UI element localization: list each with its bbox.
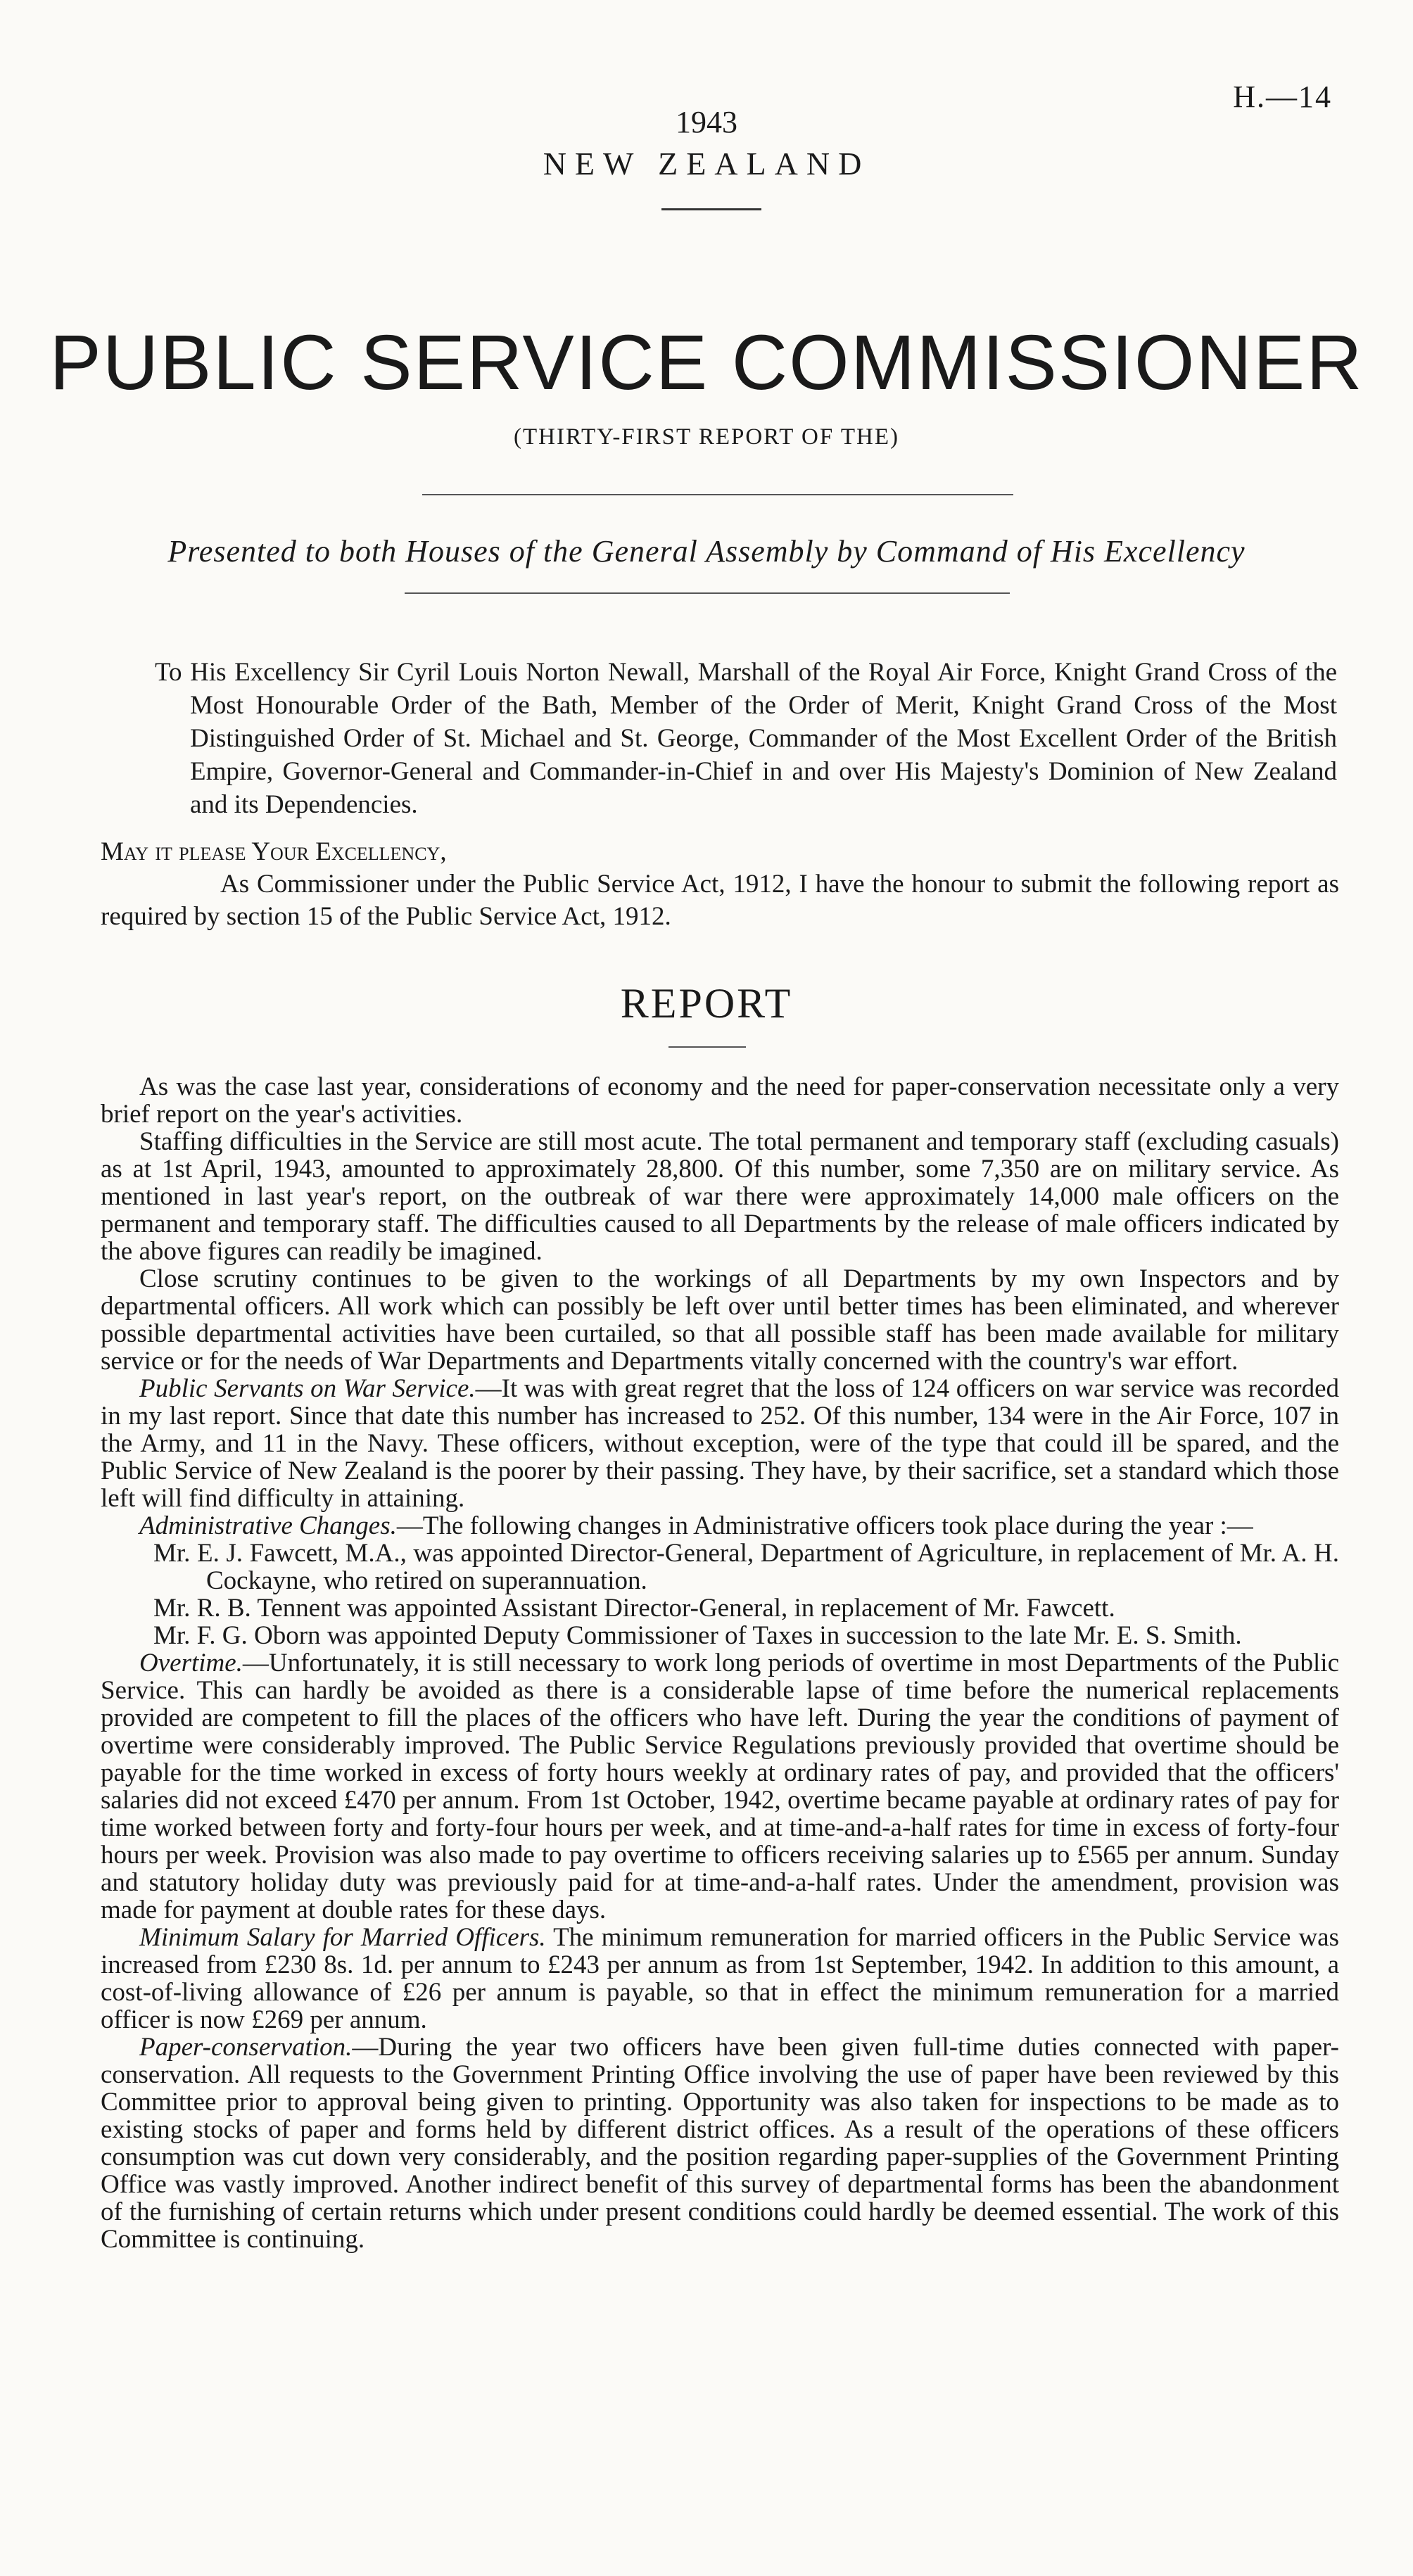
war-service-text: —It was with great regret that the loss of 124 officers on war service was recorded in my last report. Since that date this number has increased to 252. Of this number, 134 were in the Air Force, 107 in the Army, and 11 in the Navy. These officers, without exception, were of the type that could ill be spared, and the Public Service of New Zealand is the poorer by their passing. They have, by their sacrifice, set a standard which those left will find difficulty in attaining. (101, 1374, 1339, 1513)
intro-paragraph: As Commissioner under the Public Service Act, 1912, I have the honour to submit the following report as required by section 15 of the Public Service Act, 1912. (101, 870, 1339, 931)
administrative-heading: Administrative Changes. (139, 1511, 397, 1540)
list-item: Mr. E. J. Fawcett, M.A., was appointed Director-General, Department of Agriculture, in replacement of Mr. A. H. Cockayne, who retired on superannuation. (153, 1539, 1339, 1595)
header-divider (661, 208, 761, 210)
paragraph-scrutiny: Close scrutiny continues to be given to the workings of all Departments by my own Inspectors and by departmental officers. All work which can possibly be left over until better times has been eliminated, and wherever possible departmental activities have been curtailed, so that all possible staff has been made available for military service or for the needs of War Departments and Departments vitally concerned with the country's war effort. (101, 1264, 1339, 1376)
paper-conservation-heading: Paper-conservation. (139, 2033, 353, 2062)
paragraph-staffing: Staffing difficulties in the Service are still most acute. The total permanent and temporary staff (excluding casuals) as at 1st April, 1943, amounted to approximately 28,800. Of this number, some 7,350 are on military service. As mentioned in last year's report, on the outbreak of war there were approximately 14,000 male officers on the permanent and temporary staff. The difficulties caused to all Departments by the release of male officers indicated by the above figures can readily be imagined. (101, 1127, 1339, 1266)
overtime-heading: Overtime. (139, 1649, 243, 1677)
document-subtitle: (THIRTY-FIRST REPORT OF THE) (513, 424, 899, 450)
paragraph-overtime (101, 1649, 1339, 1924)
administrative-text: —The following changes in Administrative officers took place during the year :— (396, 1511, 1253, 1540)
list-item: Mr. R. B. Tennent was appointed Assistant Director-General, in replacement of Mr. Fawcett. (153, 1594, 1115, 1623)
minimum-salary-text: The minimum remuneration for married officers in the Public Service was increased from £230 8s. 1d. per annum to £243 per annum as from 1st September, 1942. In addition to this amount, a cost-of-living allowance of £26 per annum is payable, so that in effect the minimum remuneration for a married officer is now £269 per annum. (101, 1923, 1340, 2034)
year: 1943 (676, 105, 737, 139)
report-body (101, 1073, 1339, 2253)
report-divider (669, 1046, 746, 1048)
address-block (155, 656, 1337, 821)
country-heading: NEW ZEALAND (543, 146, 870, 182)
list-item: Mr. F. G. Oborn was appointed Deputy Commissioner of Taxes in succession to the late Mr. E. S. Smith. (153, 1621, 1242, 1650)
paper-conservation-text: —During the year two officers have been given full-time duties connected with paper-conservation. All requests to the Government Printing Office involving the use of paper have been reviewed by this Committee prior to approval being given to printing. Opportunity was also taken for inspections to be made as to existing stocks of paper and forms held by different district offices. As a result of the operations of these officers consumption was cut down very considerably, and the position regarding paper-supplies of the Government Printing Office was vastly improved. Another indirect benefit of this survey of departmental forms has been the abandonment of the furnishing of certain returns which under present conditions could hardly be deemed essential. The work of this Committee is continuing. (101, 2033, 1339, 2254)
presented-line: Presented to both Houses of the General Assembly by Command of His Excellency (167, 534, 1246, 569)
paragraph-administrative (101, 1512, 1339, 1540)
page-reference: H.—14 (1233, 80, 1332, 114)
minimum-salary-heading: Minimum Salary for Married Officers. (139, 1923, 546, 1952)
overtime-text: —Unfortunately, it is still necessary to work long periods of overtime in most Departments of the Public Service. This can hardly be avoided as there is a considerable lapse of time before the numerical replacements provided are competent to fill the places of the officers who have left. During the year the conditions of payment of overtime were considerably improved. The Public Service Regulations previously provided that overtime should be payable for the time worked in excess of forty hours weekly at ordinary rates of pay, and provided that the officers' salaries did not exceed £470 per annum. From 1st October, 1942, overtime became payable at ordinary rates of pay for time worked between forty and forty-four hours per week, and at time-and-a-half rates for time in excess of forty-four hours per week. Provision was also made to pay overtime to officers receiving salaries up to £565 per annum. Sunday and statutory holiday duty was previously paid for at time-and-a-half rates. Under the amendment, provision was made for payment at double rates for these days. (101, 1649, 1339, 1924)
war-service-heading: Public Servants on War Service. (139, 1374, 476, 1403)
document-title: PUBLIC SERVICE COMMISSIONER (49, 319, 1364, 406)
presented-top-divider (422, 494, 1013, 495)
salutation (101, 836, 1339, 933)
paragraph-economy: As was the case last year, considerations of economy and the need for paper-conservation necessitate only a very brief report on the year's activities. (101, 1072, 1339, 1129)
paragraph-war-service (101, 1375, 1339, 1512)
address-to: To His Excellency Sir Cyril Louis Norton Newall, Marshall of the Royal Air Force, Knight Grand Cross of the Most Honourable Order of the Bath, Member of the Order of Merit, Knight Grand Cross of the Most Distinguished Order of St. Michael and St. George, Commander of the Most Excellent Order of the British Empire, Governor-General and Commander-in-Chief in and over His Majesty's Dominion of New Zealand and its Dependencies. (155, 658, 1337, 819)
presented-bottom-divider (405, 592, 1010, 594)
salutation-text: May it please Your Excellency, (101, 837, 447, 866)
paragraph-minimum-salary (101, 1924, 1339, 2033)
report-heading: REPORT (620, 980, 793, 1027)
paragraph-paper-conservation (101, 2033, 1339, 2253)
